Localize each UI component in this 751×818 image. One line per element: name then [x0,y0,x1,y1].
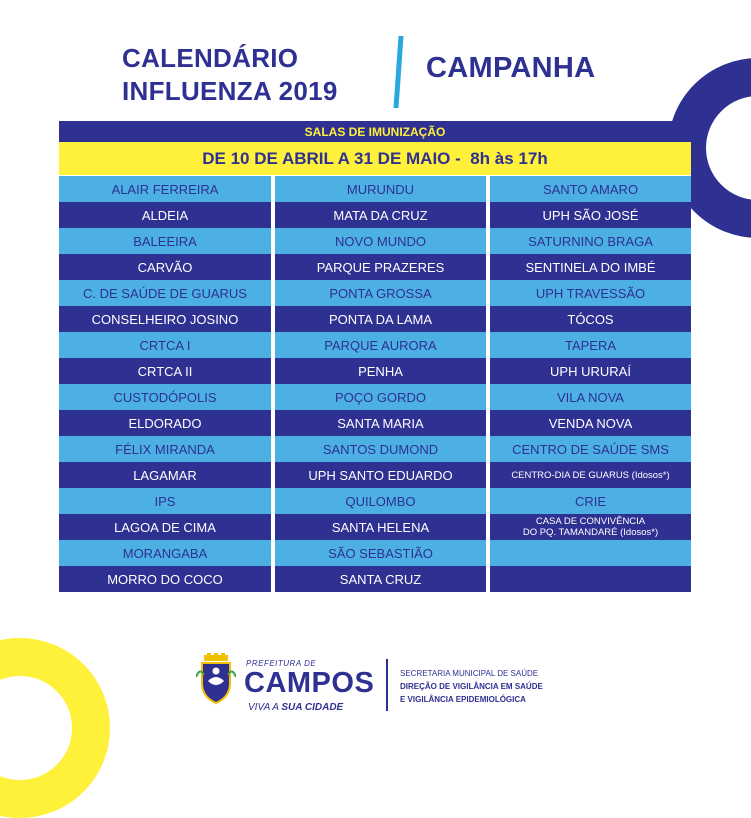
table-heading: SALAS DE IMUNIZAÇÃO [59,121,691,142]
secretaria-block [400,667,543,706]
page-title [122,42,382,108]
table-cell-two-line [490,514,691,540]
coat-of-arms-icon [196,653,236,705]
table-cell: SATURNINO BRAGA [490,228,691,254]
table-cell: UPH SANTO EDUARDO [275,462,486,488]
immunization-table [59,121,691,598]
table-cell: PARQUE AURORA [275,332,486,358]
title-divider [393,36,403,108]
table-cell: CRTCA II [59,358,271,384]
table-cell: VENDA NOVA [490,410,691,436]
table-cell: UPH TRAVESSÃO [490,280,691,306]
table-cell: CENTRO-DIA DE GUARUS (Idosos*) [490,462,691,488]
table-cell: CRTCA I [59,332,271,358]
table-cell: SANTOS DUMOND [275,436,486,462]
table-cell: CONSELHEIRO JOSINO [59,306,271,332]
table-period: DE 10 DE ABRIL A 31 DE MAIO - 8h às 17h [59,142,691,175]
table-cell: TÓCOS [490,306,691,332]
table-cell: UPH SÃO JOSÉ [490,202,691,228]
table-cell: CUSTODÓPOLIS [59,384,271,410]
table-cell: LAGOA DE CIMA [59,514,271,540]
table-cell: IPS [59,488,271,514]
table-cell: NOVO MUNDO [275,228,486,254]
table-cell: CENTRO DE SAÚDE SMS [490,436,691,462]
secretaria-line-2: DIREÇÃO DE VIGILÂNCIA EM SAÚDE [400,682,543,691]
table-cell: POÇO GORDO [275,384,486,410]
table-cell: PONTA GROSSA [275,280,486,306]
table-cell: CARVÃO [59,254,271,280]
table-cell: SANTA CRUZ [275,566,486,592]
table-cell-empty [490,566,691,592]
footer [196,651,576,721]
table-cell: UPH URURAÍ [490,358,691,384]
table-cell: FÉLIX MIRANDA [59,436,271,462]
table-column-3 [490,176,691,592]
campaign-title: CAMPANHA [426,52,596,84]
table-cell: PONTA DA LAMA [275,306,486,332]
table-cell: SANTA HELENA [275,514,486,540]
slogan-prefix: VIVA A [248,702,282,713]
table-cell: SENTINELA DO IMBÉ [490,254,691,280]
table-cell: SANTA MARIA [275,410,486,436]
table-cell-line-1: CASA DE CONVIVÊNCIA [535,516,646,527]
table-cell: ALDEIA [59,202,271,228]
decorative-arc-bottom-left [0,638,110,818]
secretaria-line-3: E VIGILÂNCIA EPIDEMIOLÓGICA [400,695,526,704]
table-column-2 [275,176,486,592]
table-cell: MURUNDU [275,176,486,202]
table-cell: SANTO AMARO [490,176,691,202]
title-line-1: CALENDÁRIO [122,43,299,73]
table-cell: C. DE SAÚDE DE GUARUS [59,280,271,306]
table-cell: PARQUE PRAZERES [275,254,486,280]
table-cell: VILA NOVA [490,384,691,410]
secretaria-line-1: SECRETARIA MUNICIPAL DE SAÚDE [400,669,539,678]
footer-divider [386,659,388,711]
table-cell: ELDORADO [59,410,271,436]
table-cell-empty [490,540,691,566]
table-cell: SÃO SEBASTIÃO [275,540,486,566]
table-cell: CRIE [490,488,691,514]
table-cell: PENHA [275,358,486,384]
table-cell: BALEEIRA [59,228,271,254]
table-cell: QUILOMBO [275,488,486,514]
slogan-emphasis: SUA CIDADE [281,702,344,713]
table-cell: MORANGABA [59,540,271,566]
city-name: CAMPOS [244,667,375,699]
table-cell-line-2: DO PQ. TAMANDARÉ (Idosos*) [522,527,659,538]
prefeitura-label: PREFEITURA DE [246,659,317,668]
title-line-2: INFLUENZA 2019 [122,76,338,106]
slogan [248,702,343,713]
table-cell: MORRO DO COCO [59,566,271,592]
table-cell: TAPERA [490,332,691,358]
table-column-1 [59,176,271,592]
table-cell: MATA DA CRUZ [275,202,486,228]
table-cell: LAGAMAR [59,462,271,488]
table-cell: ALAIR FERREIRA [59,176,271,202]
